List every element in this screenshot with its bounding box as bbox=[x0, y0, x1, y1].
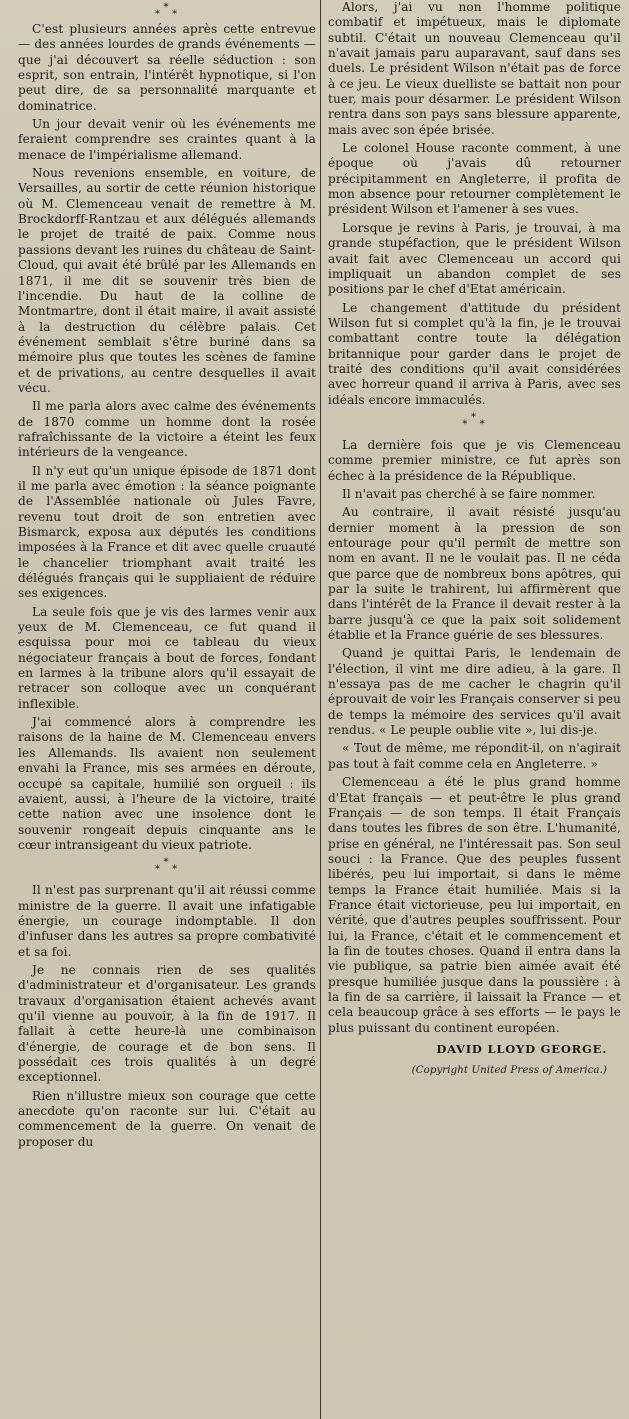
paragraph: Quand je quittai Paris, le lendemain de l'élection, il vint me dire adieu, à la gare. Il n'essaya pas de me cacher le chagrin qu'il éprouvait de voir les Français conserver si peu de temps la mémoire des services qu'il avait rendus. « Le peuple oublie vite », lui dis-je. bbox=[328, 646, 621, 738]
paragraph: La dernière fois que je vis Clemenceau comme premier ministre, ce fut après son échec à la présidence de la République. bbox=[328, 437, 621, 483]
section-separator: * * * bbox=[154, 2, 180, 20]
copyright-line: (Copyright United Press of America.) bbox=[411, 1065, 607, 1077]
paragraph: Il n'avait pas cherché à se faire nommer. bbox=[342, 486, 596, 501]
paragraph: C'est plusieurs années après cette entrevue — des années lourdes de grands événements — que j'ai découvert sa réelle séduction : son esprit, son entrain, l'intérêt hypnotique, si l'on peut dire, de sa personnalité marquante et dominatrice. bbox=[18, 22, 316, 113]
author-signature: DAVID LLOYD GEORGE. bbox=[436, 1042, 607, 1056]
paragraph: Il n'est pas surprenant qu'il ait réussi comme ministre de la guerre. Il avait une infatigable énergie, un courage indomptable. Il don d'infuser dans les autres sa propre combativité et sa foi. bbox=[18, 883, 316, 959]
paragraph: « Tout de même, me répondit-il, on n'agirait pas tout à fait comme cela en Angleterre. » bbox=[328, 741, 621, 771]
paragraph: Alors, j'ai vu non l'homme politique combatif et impétueux, mais le diplomate subtil. C'était un nouveau Clemenceau qu'il n'avait jamais paru auparavant, sauf dans ses duels. Le président Wilson n'était pas de force à ce jeu. Le vieux duelliste se battait non pour tuer, mais pour désarmer. Le président Wilson rentra dans son pays sans blessure apparente, mais avec son épée brisée. bbox=[328, 0, 621, 137]
left-column bbox=[18, 0, 316, 1419]
paragraph: Au contraire, il avait résisté jusqu'au dernier moment à la pression de son entourage pour qu'il permît de mettre son nom en avant. Il ne le voulait pas. Il ne céda que parce que de nombreux bons apôtres, qui par la suite le trahirent, lui affirmèrent que dans l'intérêt de la France il devait rester à la barre jusqu'à ce que la paix soit solidement établie et la France guérie de ses blessures. bbox=[328, 505, 621, 643]
paragraph: Un jour devait venir où les événements me feraient comprendre ses craintes quant à la menace de l'impérialisme allemand. bbox=[18, 117, 316, 162]
paragraph: J'ai commencé alors à comprendre les raisons de la haine de M. Clemenceau envers les Allemands. Ils avaient non seulement envahi la France, mis ses armées en déroute, occupé sa capitale, humilié son orgueil : ils avaient, aussi, à l'heure de la victoire, traité cette nation avec une insolence dont le souvenir rongeait depuis cinquante ans le cœur intransigeant du vieux patriote. bbox=[18, 715, 316, 852]
paragraph: Rien n'illustre mieux son courage que cette anecdote qu'on raconte sur lui. C'était au commencement de la guerre. On venait de proposer du bbox=[18, 1088, 316, 1149]
paragraph: Il me parla alors avec calme des événements de 1870 comme un homme dont la rosée rafraîchissante de la victoire a éteint les feux intérieurs de la vengeance. bbox=[18, 399, 316, 460]
paragraph: Le colonel House raconte comment, à une époque où j'avais dû retourner précipitamment en Angleterre, il profita de mon absence pour retourner complètement le président Wilson et l'amener à ses vues. bbox=[328, 141, 621, 217]
paragraph: Clemenceau a été le plus grand homme d'Etat français — et peut-être le plus grand Français — de son temps. Il était Français dans toutes les fibres de son être. L'humanité, prise en général, ne l'intéressait pas. Son seul souci : la France. Que des peuples fussent libérés, peu lui importait, si dans le même temps la France était humiliée. Mais si la France était victorieuse, peu lui importait, en vérité, que d'autres peuples souffrissent. Pour lui, la France, c'était et le commencement et la fin de toutes choses. Quand il entra dans la vie publique, sa patrie bien aimée avait été presque humiliée jusque dans la poussière : à la fin de sa carrière, il laissait la France — et cela beaucoup grâce à ses efforts — le pays le plus puissant du continent européen. bbox=[328, 775, 621, 1035]
paragraph: Nous revenions ensemble, en voiture, de Versailles, au sortir de cette réunion historique où M. Clemenceau venait de remettre à M. Brockdorff-Rantzau et aux délégués allemands le projet de traité de paix. Comme nous passions devant les ruines du château de Saint-Cloud, qui avait été brûlé par les Allemands en 1871, il me dit se souvenir très bien de l'incendie. Du haut de la colline de Montmartre, dont il était maire, il avait assisté à la destruction du célèbre palais. Cet événement semblait s'être buriné dans sa mémoire plus que toutes les scènes de famine et de privations, au centre desquelles il avait vécu. bbox=[18, 166, 316, 395]
section-separator: * * * bbox=[462, 411, 487, 430]
paragraph: Lorsque je revins à Paris, je trouvai, à ma grande stupéfaction, que le président Wilson avait fait avec Clemenceau un accord qui impliquait un abandon complet de ses positions par le chef d'Etat américain. bbox=[328, 220, 621, 297]
right-column bbox=[328, 0, 621, 1419]
paragraph: Le changement d'attitude du président Wilson fut si complet qu'à la fin, je le trouvai combattant contre toute la délégation britannique pour garder dans le projet de traité des conditions qu'il avait considérées avec horreur quand il arriva à Paris, avec ses idéals encore immaculés. bbox=[328, 300, 621, 407]
paragraph: La seule fois que je vis des larmes venir aux yeux de M. Clemenceau, ce fut quand il esquissa pour moi ce tableau du vieux négociateur français à bout de forces, fondant en larmes à la tribune alors qu'il essayait de retracer son colloque avec un conquérant inflexible. bbox=[18, 604, 316, 711]
paragraph: Je ne connais rien de ses qualités d'administrateur et d'organisateur. Les grands travaux d'organisation étaient achevés avant qu'il vienne au pouvoir, à la fin de 1917. Il fallait à cette heure-là une combinaison d'énergie, de courage et de bon sens. Il possédait ces trois qualités à un degré exceptionnel. bbox=[18, 962, 316, 1085]
paragraph: Il n'y eut qu'un unique épisode de 1871 dont il me parla avec émotion : la séance poignante de l'Assemblée nationale où Jules Favre, revenu tout droit de son entretien avec Bismarck, exposa aux députés les conditions imposées à la France et dit avec quelle cruauté le chancelier triomphant avait traité les délégués français qui le suppliaient de réduire ses exigences. bbox=[18, 463, 316, 601]
column-rule bbox=[320, 0, 321, 1419]
section-separator: * * * bbox=[154, 857, 180, 876]
